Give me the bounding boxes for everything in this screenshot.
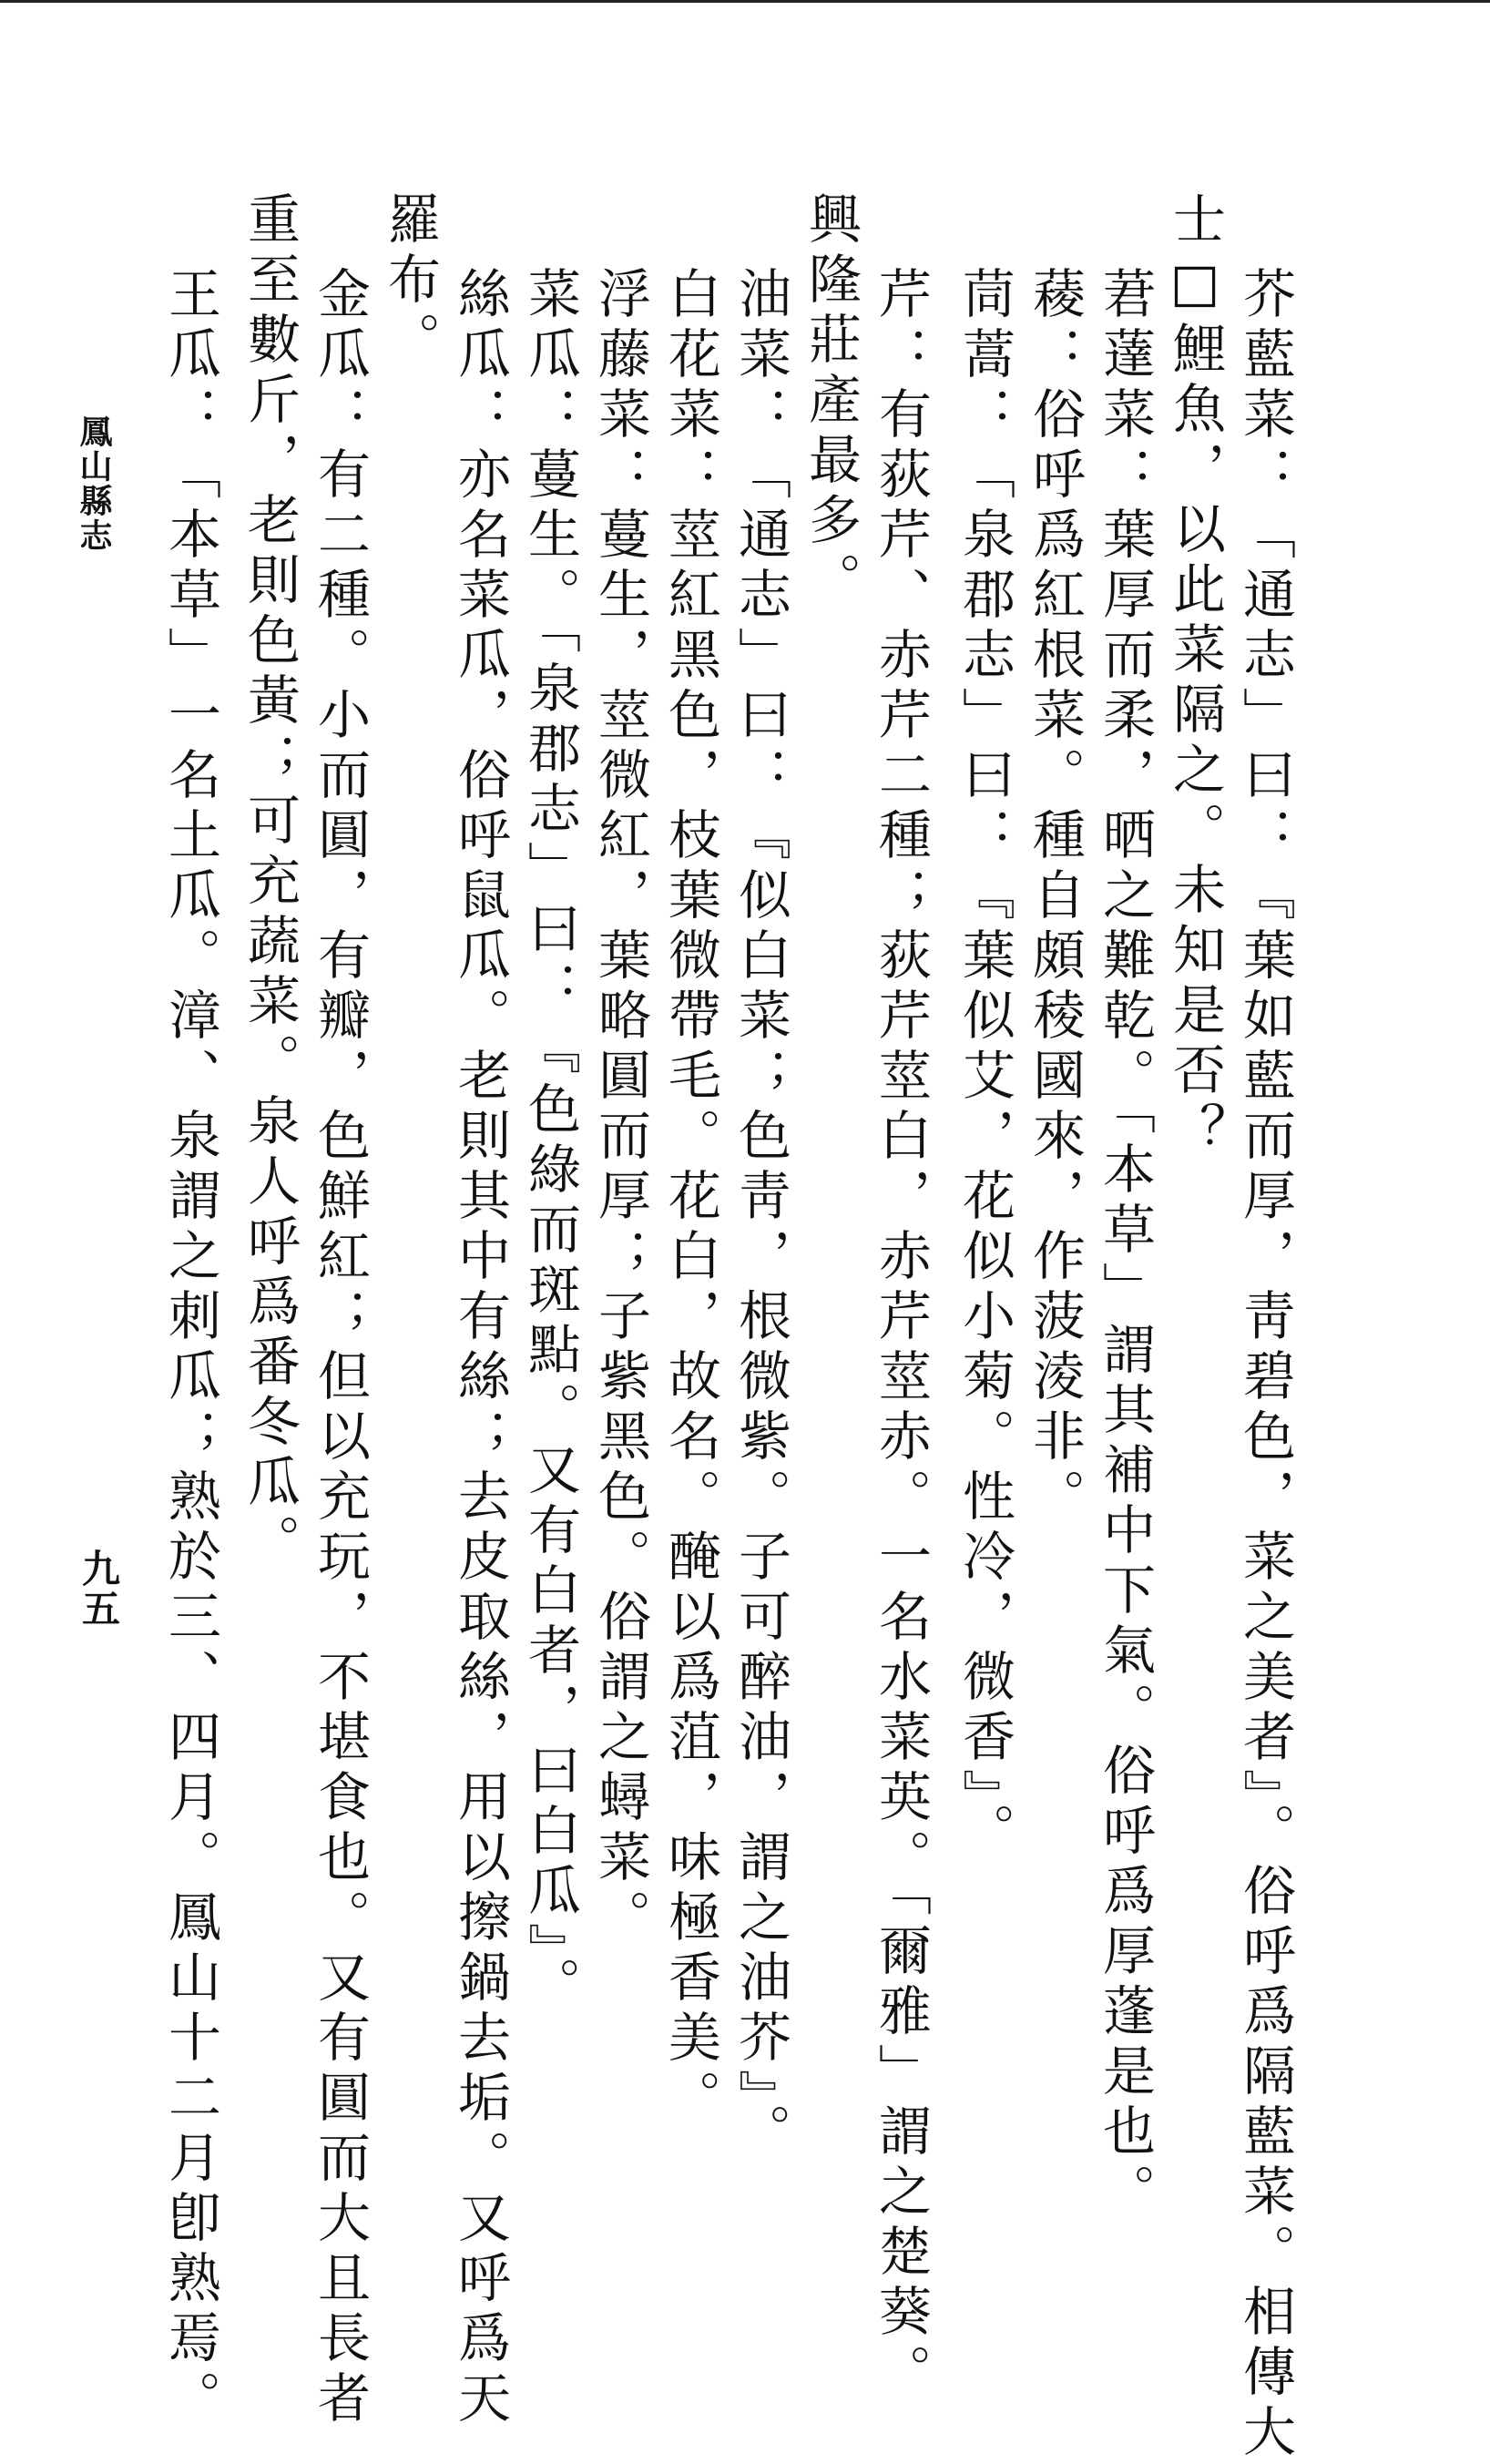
text-column-13: 羅布。 xyxy=(379,191,441,372)
text-column-5: 茼蒿：「泉郡志」曰：『葉似艾，花似小菊。性冷，微香』。 xyxy=(954,266,1015,1863)
text-column-7: 興隆莊產最多。 xyxy=(800,191,862,612)
text-column-2: 士□鯉魚，以此菜隔之。未知是否？ xyxy=(1164,191,1226,1162)
text-column-3: 莙薘菜：葉厚而柔，晒之難乾。「本草」謂其補中下氣。俗呼爲厚蓬是也。 xyxy=(1094,266,1156,2224)
book-title: 鳳山縣志 xyxy=(75,414,113,553)
text-column-14: 金瓜：有二種。小而圓，有瓣，色鮮紅；但以充玩，不堪食也。又有圓而大且長者 xyxy=(309,266,371,2430)
text-column-4: 薐：俗呼爲紅根菜。種自頗稜國來，作菠淩非。 xyxy=(1024,266,1086,1528)
page-number: 九五 xyxy=(77,1549,121,1629)
text-column-15: 重至數斤，老則色黃；可充蔬菜。泉人呼爲番冬瓜。 xyxy=(239,191,301,1574)
text-column-1: 芥藍菜：「通志」曰：『葉如藍而厚，靑碧色，菜之美者』。俗呼爲隔藍菜。相傳大 xyxy=(1234,266,1296,2464)
text-column-11: 菜瓜：蔓生。「泉郡志」曰：『色綠而斑點。又有白者，曰白瓜』。 xyxy=(519,266,581,2017)
top-border-line xyxy=(0,0,1490,3)
text-column-16: 王瓜：「本草」一名土瓜。漳、泉謂之刺瓜；熟於三、四月。鳳山十二月卽熟焉。 xyxy=(159,266,221,2430)
text-column-6: 芹：有荻芹、赤芹二種；荻芹莖白，赤芹莖赤。一名水菜英。「爾雅」謂之楚葵。 xyxy=(870,266,932,2404)
text-column-8: 油菜：「通志」曰：『似白菜；色靑，根微紫。子可醉油，謂之油芥』。 xyxy=(730,266,791,2163)
text-column-10: 浮藤菜：蔓生，莖微紅，葉略圓而厚；子紫黑色。俗謂之蟳菜。 xyxy=(589,266,651,1949)
text-column-9: 白花菜：莖紅黑色，枝葉微帶毛。花白，故名。醃以爲菹，味極香美。 xyxy=(659,266,721,2130)
text-column-12: 絲瓜：亦名菜瓜，俗呼鼠瓜。老則其中有絲；去皮取絲，用以擦鍋去垢。又呼爲天 xyxy=(449,266,511,2430)
